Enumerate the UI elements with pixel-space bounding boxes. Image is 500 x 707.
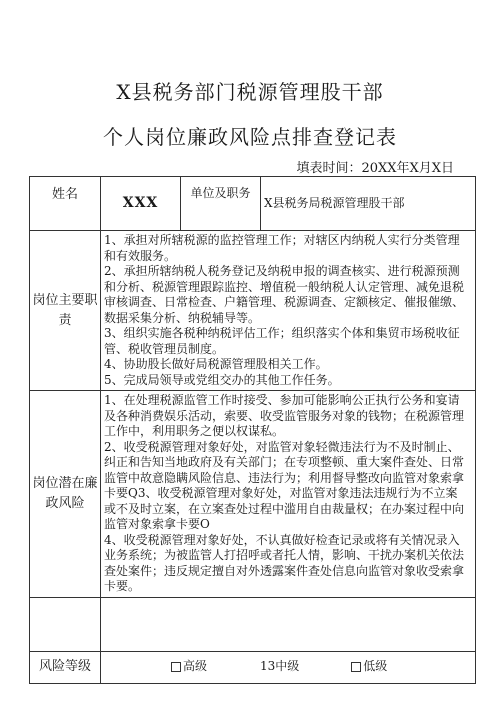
risk-level-mid[interactable]: 13中级 — [260, 659, 300, 674]
duty-item: 1、承担对所辖税源的监控管理工作；对辖区内纳税人实行分类管理和有效服务。 — [104, 233, 460, 263]
duty-item: 3、组织实施各税种纳税评估工作；组织落实个体和集贸市场税收征管、税收管理员制度。 — [104, 326, 460, 356]
duty-item: 2、承担所辖纳税人税务登记及纳税申报的调查核实、进行税源预测和分析、税源管理跟踪监控、增值税一般纳税人认定管理、减免退税审核调查、日常检查、户籍管理、税源调查、定额核定、催报催缴、数据采集分析、纳税辅导等。 — [104, 264, 465, 325]
risk-level-row — [30, 651, 476, 683]
name-label: 姓名 — [30, 177, 101, 231]
spacer-cell — [30, 597, 101, 651]
duty-item: 5、完成局领导或党组交办的其他工作任务。 — [104, 372, 340, 387]
spacer-cell — [101, 597, 476, 651]
risk-item: 1、在处理税源监管工作时接受、参加可能影响公正执行公务和宴请及各种消费娱乐活动，索要、收受监管服务对象的钱物；在税源管理工作中，利用职务之便以权谋私。 — [104, 393, 465, 438]
fill-date: 填表时间：20XX年X月X日 — [296, 161, 454, 176]
risk-level-label: 风险等级 — [30, 651, 101, 683]
checkbox-icon — [171, 662, 181, 672]
duties-label: 岗位主要职责 — [30, 231, 101, 391]
risks-content[interactable] — [101, 391, 476, 598]
document-subtitle: 个人岗位廉政风险点排查登记表 — [103, 125, 397, 149]
name-row — [30, 177, 476, 231]
risks-row — [30, 391, 476, 598]
document-title: X县税务部门税源管理股干部 — [116, 80, 384, 104]
unit-value[interactable]: X县税务局税源管理股干部 — [261, 177, 476, 231]
risk-item: 2、收受税源管理对象好处，对监管对象轻微违法行为不及时制止、纠正和告知当地政府及有关部门；在专项整顿、重大案件查处、日常监管中故意隐瞒风险信息、违法行为；利用督导整改向监管对象索拿卡要Q3、收受税源管理对象好处，对监管对象违法违规行为不立案或不及时立案，在立案查处过程中滥用自由裁量权；在办案过程中向监管对象索拿卡要O — [104, 439, 465, 531]
registration-table — [29, 176, 476, 684]
spacer-row — [30, 597, 476, 651]
unit-label: 单位及职务 — [181, 177, 261, 231]
duties-row — [30, 231, 476, 391]
risk-level-options — [101, 651, 476, 683]
risks-label: 岗位潜在廉政风险 — [30, 391, 101, 598]
duty-item: 4、协助股长做好局税源管理股相关工作。 — [104, 357, 328, 371]
risk-level-low[interactable]: 低级 — [351, 659, 387, 675]
checkbox-icon — [351, 662, 361, 672]
risk-level-high[interactable]: 高级 — [171, 659, 207, 675]
name-value[interactable]: XXX — [101, 177, 181, 231]
risk-item: 4、收受税源管理对象好处，不认真做好检查记录或将有关情况录入业务系统；为被监管人打招呼或者托人情，影响、干扰办案机关依法查处案件；违反规定擅自对外透露案件查处信息向监管对象收受索拿卡要。 — [104, 532, 465, 593]
duties-content[interactable] — [101, 231, 476, 391]
